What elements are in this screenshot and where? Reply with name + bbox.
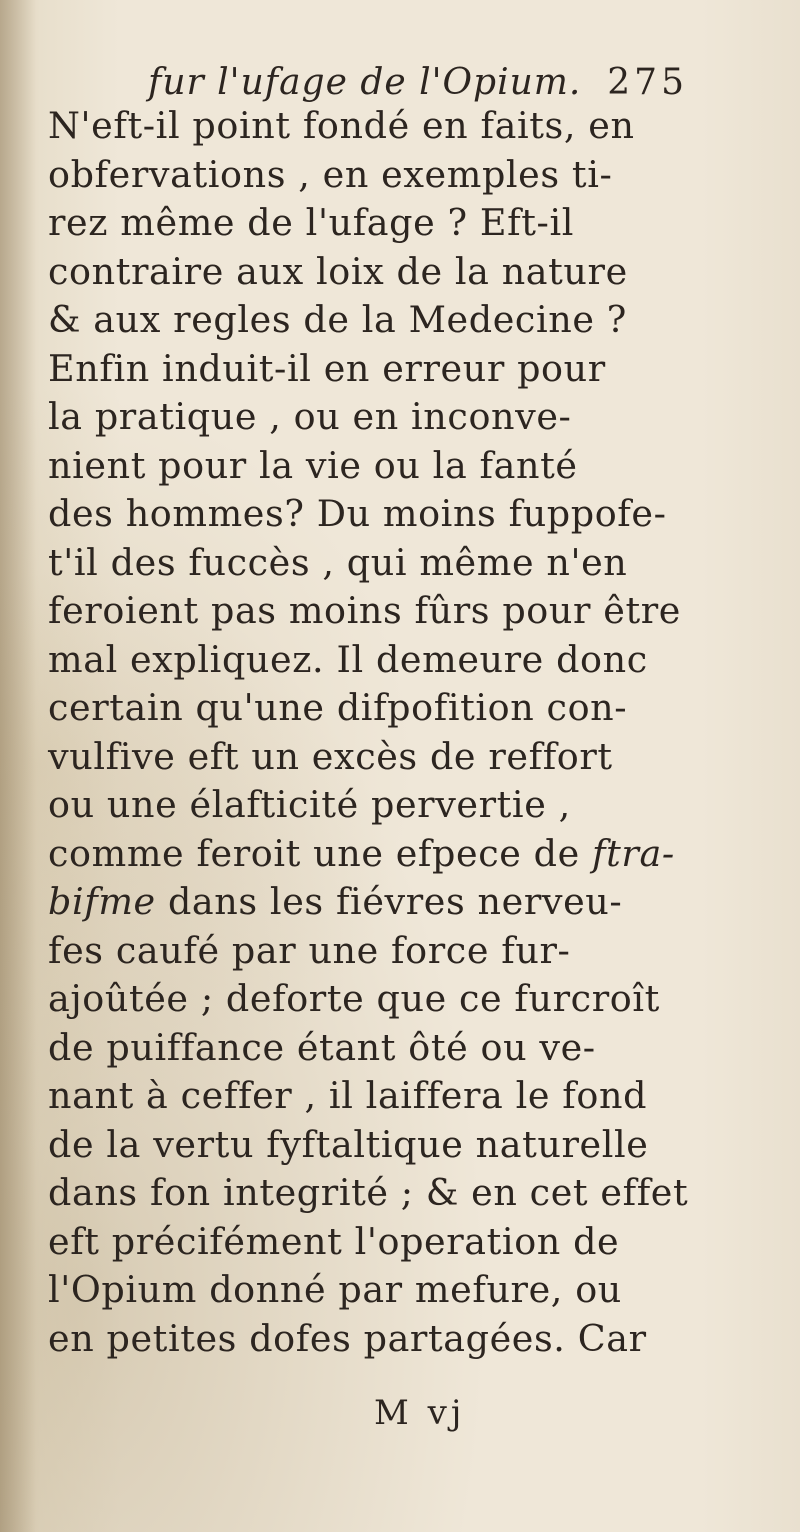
text-line: de puiffance étant ôté ou ve- (48, 1025, 596, 1069)
text-line: la pratique , ou en inconve- (48, 395, 572, 438)
text-line: eft précifément l'operation de (48, 1219, 620, 1263)
text-line: mal expliquez. Il demeure donc (48, 637, 648, 681)
text-line: bifme dans les fiévres nerveu- (48, 880, 623, 923)
text-line: ajoûtée ; deforte que ce furcroît (48, 977, 660, 1020)
text-line: en petites dofes partagées. Car (48, 1316, 647, 1360)
text-line: t'il des fuccès , qui même n'en (48, 540, 628, 584)
text-line: nient pour la vie ou la fanté (48, 443, 578, 487)
text-line: rez même de l'ufage ? Eft-il (48, 201, 574, 244)
italic-term: bifme (48, 880, 156, 923)
text-line: ou une élafticité pervertie , (48, 783, 571, 826)
page-number: 275 (607, 62, 688, 103)
text-line: Enfin induit-il en erreur pour (48, 346, 606, 390)
signature-mark: M vj (374, 1393, 466, 1433)
text-line: & aux regles de la Medecine ? (48, 298, 627, 341)
page-gutter-shadow (0, 0, 36, 1532)
running-title: fur l'ufage de l'Opium. (148, 62, 582, 103)
text-line: certain qu'une difpofition con- (48, 686, 628, 729)
text-line: de la vertu fyftaltique naturelle (48, 1122, 649, 1166)
text-line: contraire aux loix de la nature (48, 249, 628, 293)
text-line: obfervations , en exemples ti- (48, 152, 613, 196)
italic-term: ftra- (592, 831, 675, 875)
text-line: dans fon integrité ; & en cet effet (48, 1171, 689, 1214)
text-line: comme feroit une efpece de ftra- (48, 831, 675, 875)
text-line: vulfive eft un excès de reffort (48, 734, 613, 778)
text-line: des hommes? Du moins fuppofe- (48, 492, 667, 535)
text-line: fes caufé par une force fur- (48, 928, 571, 972)
text-line: feroient pas moins fûrs pour être (48, 589, 681, 632)
text-line: l'Opium donné par mefure, ou (48, 1268, 622, 1311)
text-line: nant à ceffer , il laiffera le fond (48, 1074, 648, 1117)
text-line: N'eft-il point fondé en faits, en (48, 104, 635, 147)
text-body (48, 102, 708, 1363)
